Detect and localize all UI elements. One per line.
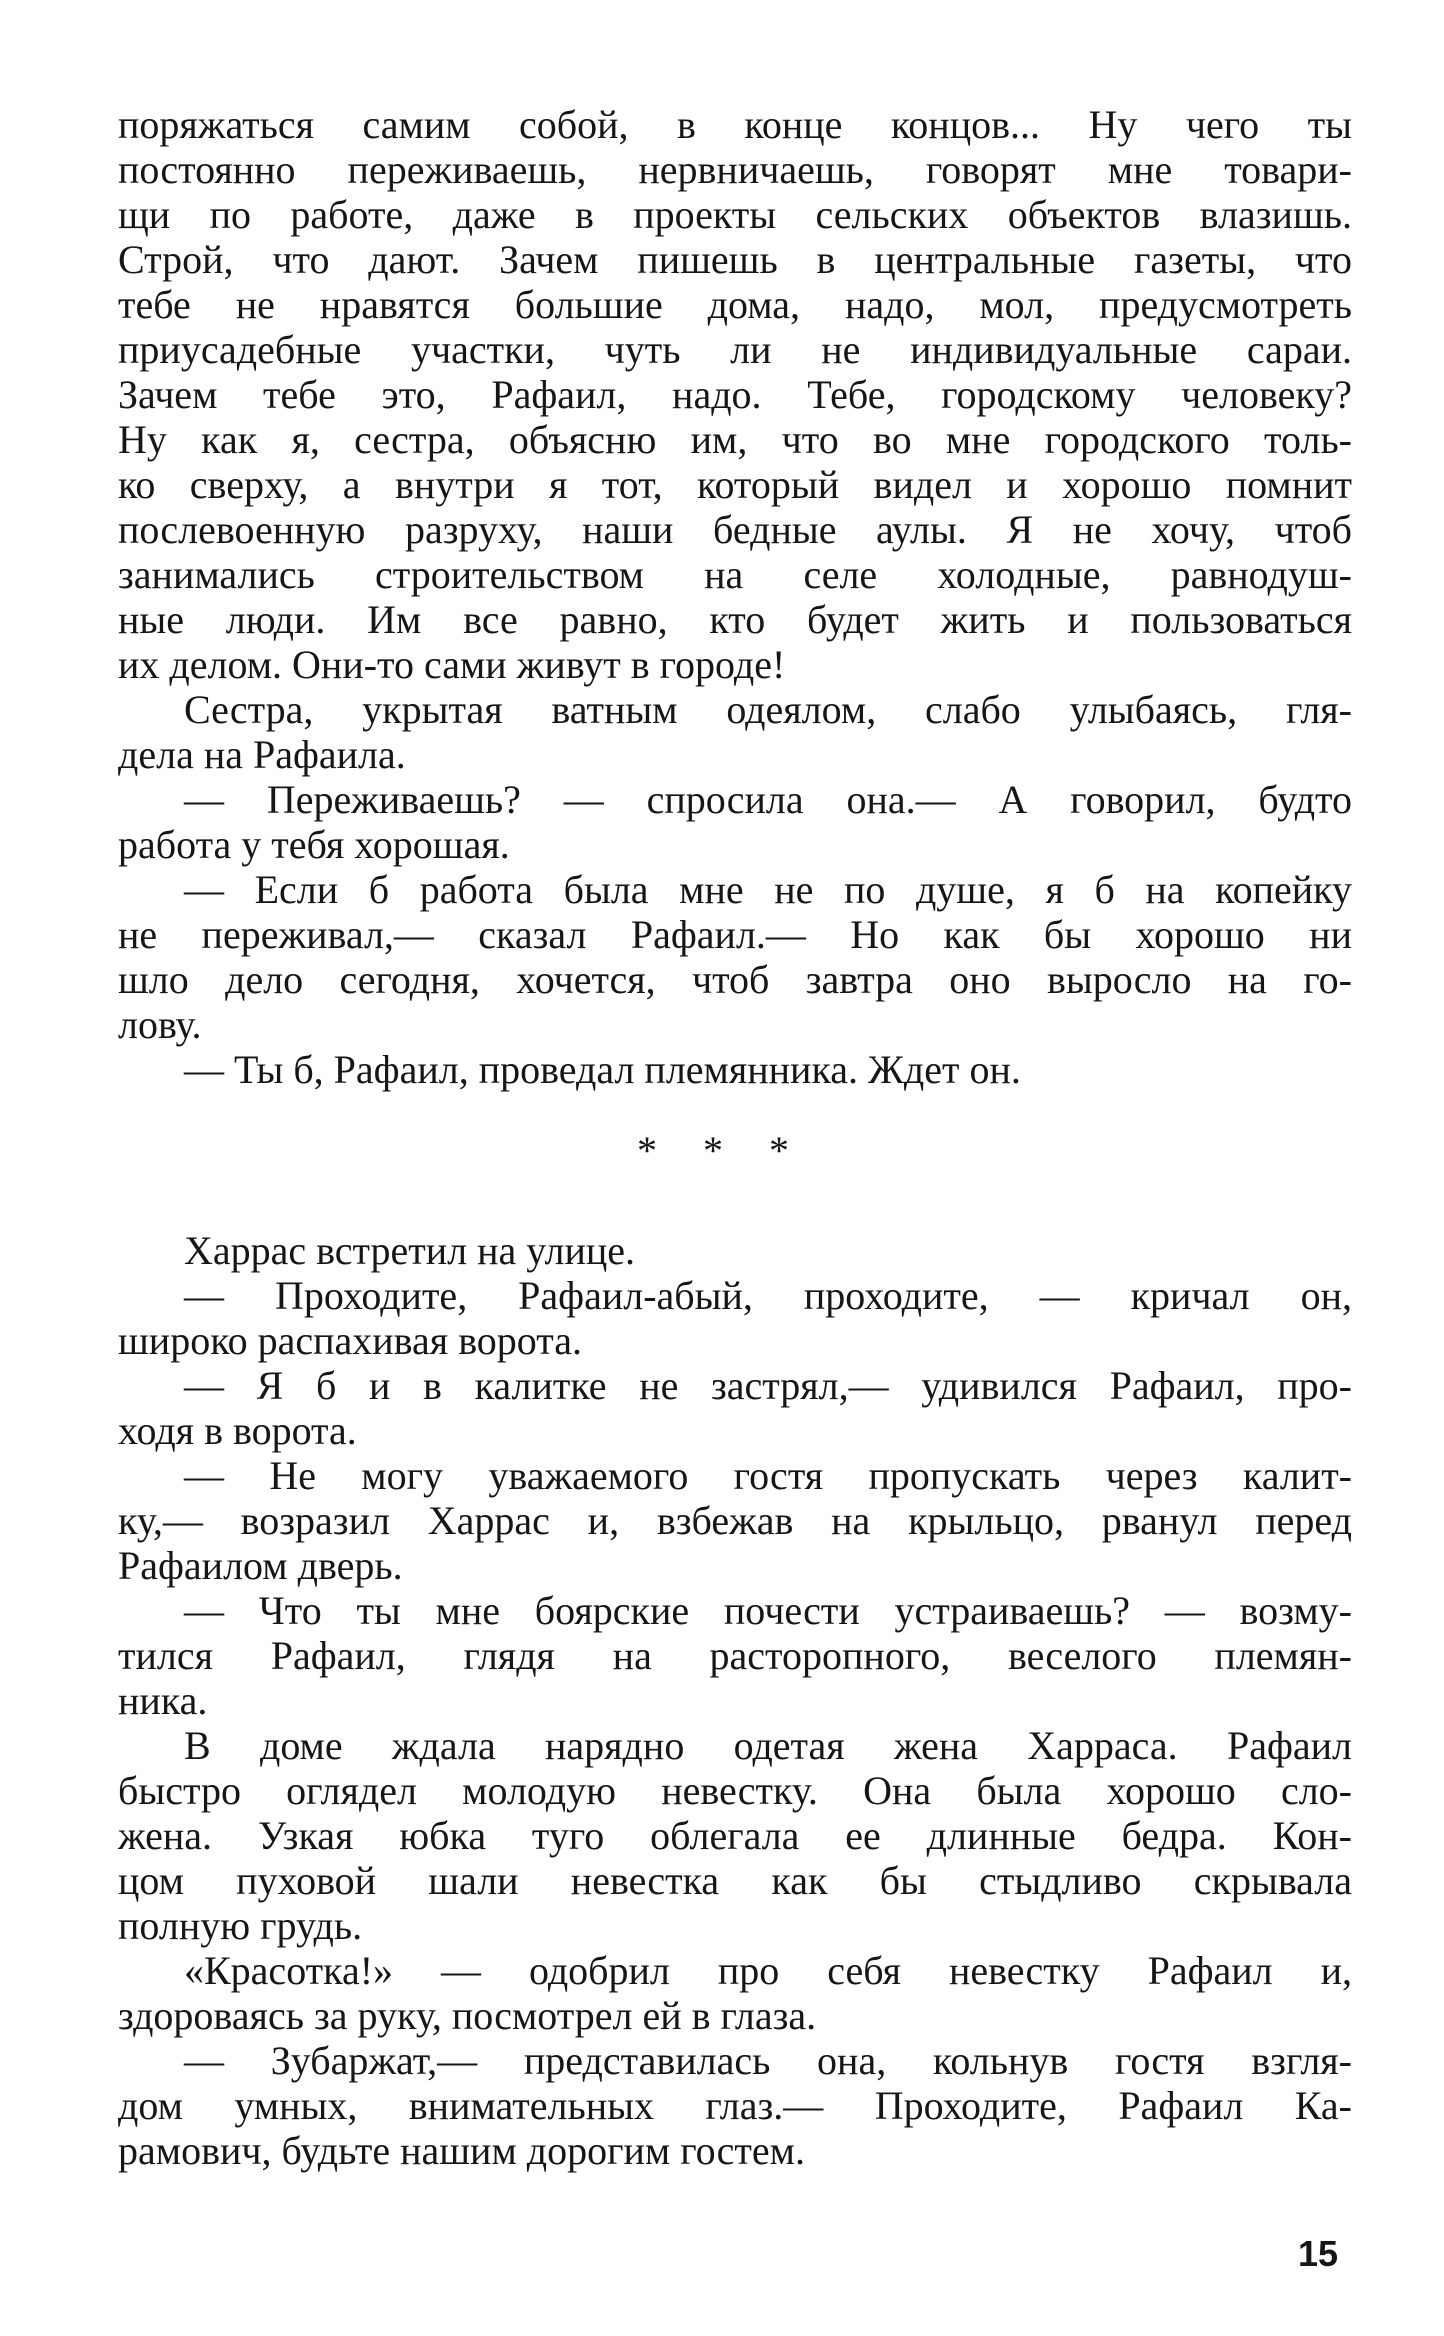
text-line: полную грудь. [118, 1903, 363, 1948]
text-line: — Переживаешь? — спросила она.— А говорил, будто [184, 777, 1352, 822]
text-line: их делом. Они-то сами живут в городе! [118, 642, 786, 687]
text-line: жена. Узкая юбка туго облегала ее длинные бедра. Кон- [118, 1813, 1352, 1858]
text-line: «Красотка!» — одобрил про себя невестку Рафаил и, [184, 1948, 1352, 1993]
section-separator: * * * [637, 1128, 807, 1173]
text-line: шло дело сегодня, хочется, чтоб завтра оно выросло на го- [118, 957, 1352, 1002]
text-line: не переживал,— сказал Рафаил.— Но как бы хорошо ни [118, 912, 1352, 957]
text-line: приусадебные участки, чуть ли не индивидуальные сараи. [118, 327, 1352, 372]
text-line: рамович, будьте нашим дорогим гостем. [118, 2128, 805, 2173]
text-line: широко распахивая ворота. [118, 1318, 583, 1363]
text-line: тебе не нравятся большие дома, надо, мол, предусмотреть [118, 282, 1352, 327]
text-line: ходя в ворота. [118, 1408, 357, 1453]
text-line: ку,— возразил Харрас и, взбежав на крыльцо, рванул перед [118, 1498, 1352, 1543]
text-line: цом пуховой шали невестка как бы стыдливо скрывала [118, 1858, 1352, 1903]
text-line: послевоенную разруху, наши бедные аулы. Я не хочу, чтоб [118, 507, 1352, 552]
text-line: В доме ждала нарядно одетая жена Харраса. Рафаил [184, 1723, 1352, 1768]
text-line: работа у тебя хорошая. [118, 822, 510, 867]
text-line: здороваясь за руку, посмотрел ей в глаза. [118, 1993, 817, 2038]
text-line: поряжаться самим собой, в конце концов... Ну чего ты [118, 102, 1352, 147]
text-block-after-separator [118, 1228, 1352, 2173]
text-line: Строй, что дают. Зачем пишешь в центральные газеты, что [118, 237, 1352, 282]
text-line: — Ты б, Рафаил, проведал племянника. Ждет он. [184, 1047, 1021, 1092]
text-line: — Если б работа была мне не по душе, я б на копейку [184, 867, 1352, 912]
page-number: 15 [1298, 2233, 1339, 2274]
text-line: — Не могу уважаемого гостя пропускать через калит- [184, 1453, 1352, 1498]
text-line: Харрас встретил на улице. [184, 1228, 636, 1273]
text-line: постоянно переживаешь, нервничаешь, говорят мне товари- [118, 147, 1352, 192]
text-line: дела на Рафаила. [118, 732, 406, 777]
text-line: — Зубаржат,— представилась она, кольнув гостя взгля- [184, 2038, 1352, 2083]
text-line: — Что ты мне боярские почести устраиваешь? — возму- [184, 1588, 1352, 1633]
text-line: дом умных, внимательных глаз.— Проходите, Рафаил Ка- [118, 2083, 1352, 2128]
text-line: занимались строительством на селе холодные, равнодуш- [118, 552, 1352, 597]
text-line: щи по работе, даже в проекты сельских объектов влазишь. [118, 192, 1352, 237]
text-line: ко сверху, а внутри я тот, который видел и хорошо помнит [118, 462, 1352, 507]
text-line: Ну как я, сестра, объясню им, что во мне городского толь- [118, 417, 1352, 462]
text-line: быстро оглядел молодую невестку. Она была хорошо сло- [118, 1768, 1352, 1813]
text-line: Зачем тебе это, Рафаил, надо. Тебе, городскому человеку? [118, 372, 1352, 417]
text-line: лову. [118, 1002, 202, 1047]
text-line: тился Рафаил, глядя на расторопного, веселого племян- [118, 1633, 1352, 1678]
text-line: — Проходите, Рафаил-абый, проходите, — кричал он, [184, 1273, 1352, 1318]
text-block-before-separator [118, 102, 1352, 1092]
text-line: — Я б и в калитке не застрял,— удивился Рафаил, про- [184, 1363, 1352, 1408]
text-line: ные люди. Им все равно, кто будет жить и пользоваться [118, 597, 1352, 642]
text-line: Сестра, укрытая ватным одеялом, слабо улыбаясь, гля- [184, 687, 1352, 732]
text-line: ника. [118, 1678, 208, 1723]
text-line: Рафаилом дверь. [118, 1543, 403, 1588]
